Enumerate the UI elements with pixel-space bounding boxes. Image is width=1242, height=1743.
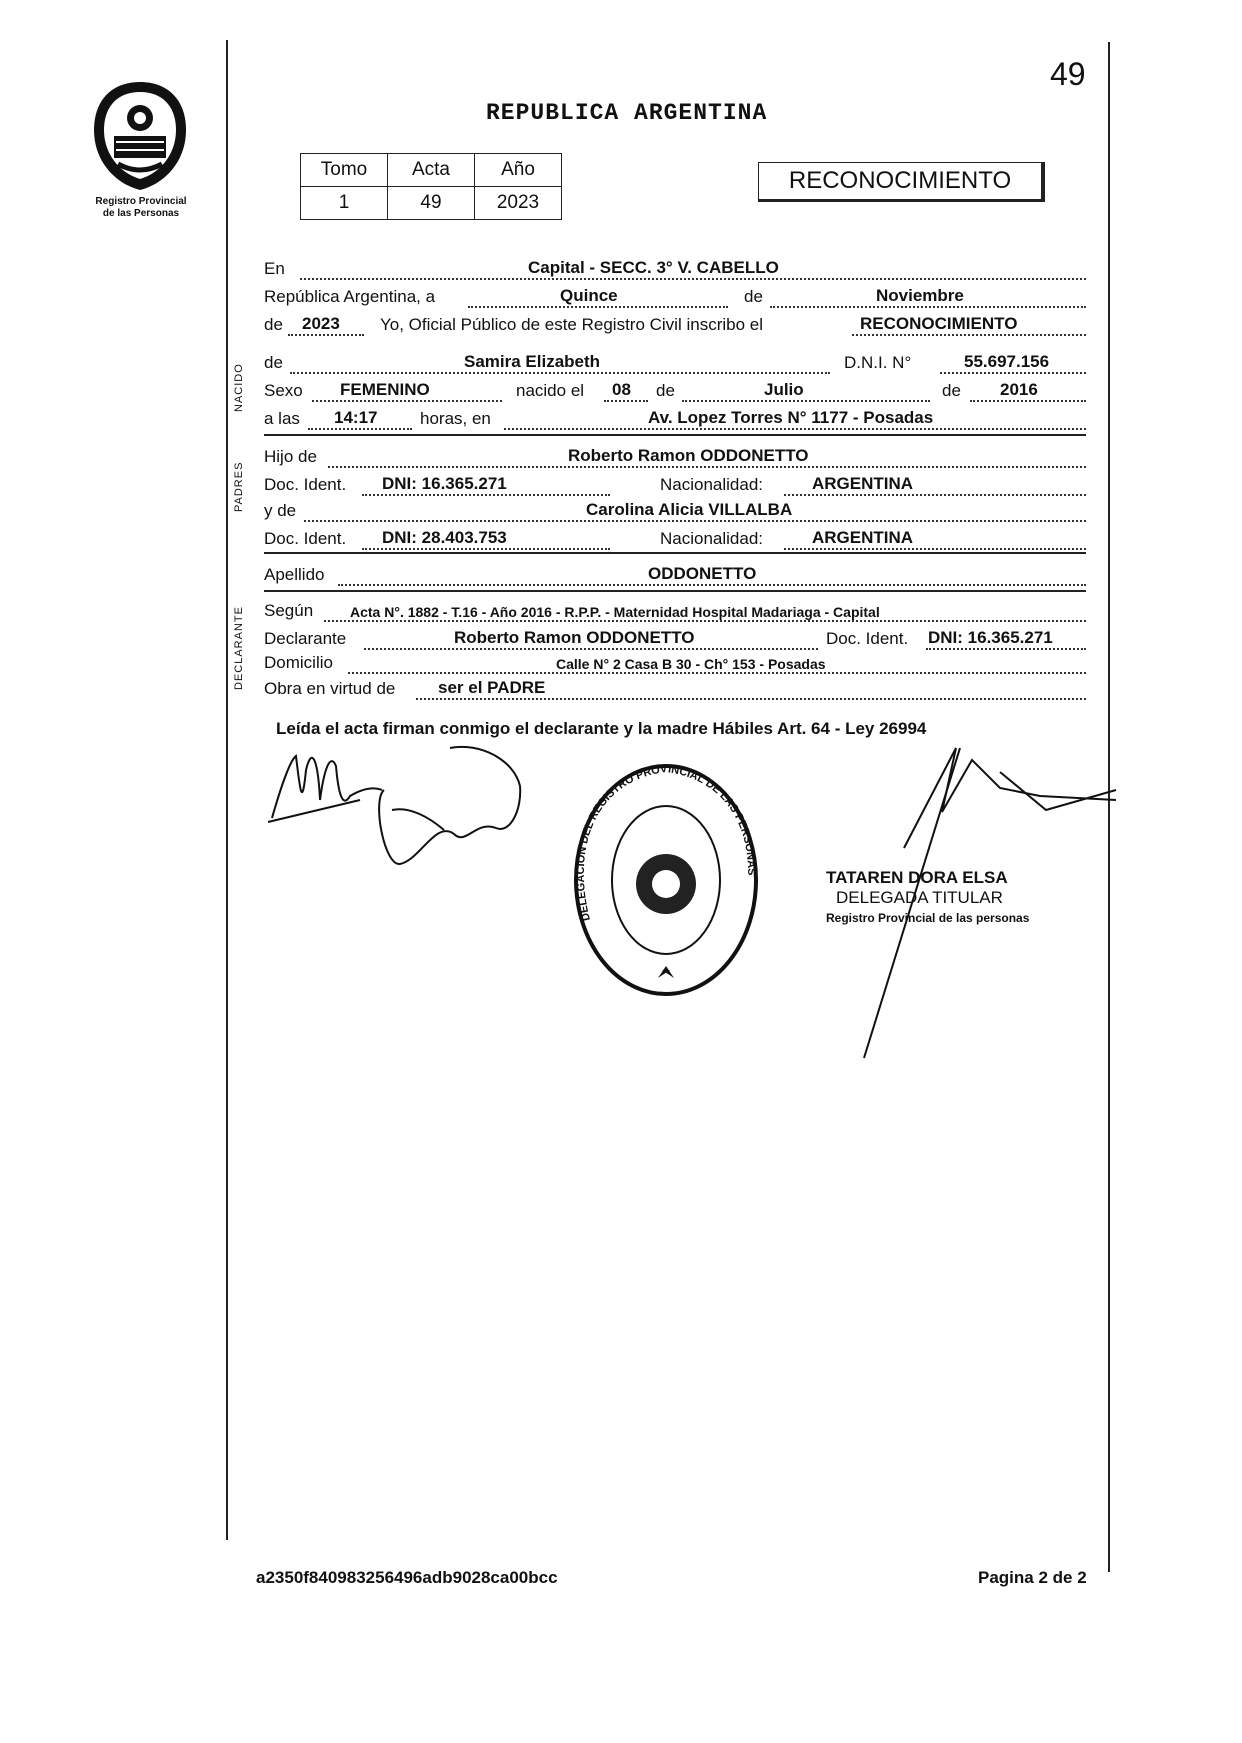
label-hijo-de: Hijo de <box>264 447 317 466</box>
label-de-year: de <box>264 315 283 334</box>
acta-header: Acta <box>388 154 475 187</box>
label-nacionalidad-2: Nacionalidad: <box>660 529 764 548</box>
value-anio: 2023 <box>302 314 340 333</box>
seal-text: DELEGACION DEL REGISTRO PROVINCIAL DE LAS PERSONAS <box>574 762 758 922</box>
value-apellido: ODDONETTO <box>648 564 757 583</box>
label-segun: Según <box>264 601 314 620</box>
anio-header: Año <box>475 154 562 187</box>
logo-caption-line2: de las Personas <box>102 208 180 219</box>
label-de-mes: de <box>656 381 675 400</box>
value-madre: Carolina Alicia VILLALBA <box>586 500 793 519</box>
label-apellido: Apellido <box>264 565 325 584</box>
label-de: de <box>744 287 763 306</box>
label-nacido-el: nacido el <box>516 381 585 400</box>
logo-caption-line1: Registro Provincial <box>95 196 187 207</box>
side-label-padres: PADRES <box>233 461 245 512</box>
value-lugar: Capital - SECC. 3° V. CABELLO <box>528 258 779 277</box>
value-sexo: FEMENINO <box>340 380 430 399</box>
declarant-signature <box>268 747 520 864</box>
closing-statement: Leída el acta firman conmigo el declarante y la madre Hábiles Art. 64 - Ley 26994 <box>276 719 927 738</box>
label-doc-ident-1: Doc. Ident. <box>264 475 347 494</box>
value-nac-mes: Julio <box>764 380 804 399</box>
value-declarante-doc: DNI: 16.365.271 <box>928 628 1053 647</box>
page-indicator: Pagina 2 de 2 <box>978 1568 1087 1587</box>
value-acto: RECONOCIMIENTO <box>860 314 1018 333</box>
official-role: DELEGADA TITULAR <box>836 888 1003 907</box>
page-title: REPUBLICA ARGENTINA <box>486 100 768 126</box>
value-nombre: Samira Elizabeth <box>464 352 601 371</box>
side-label-nacido: NACIDO <box>233 363 245 412</box>
label-en: En <box>264 259 285 278</box>
label-doc-ident-2: Doc. Ident. <box>264 529 347 548</box>
label-a-las: a las <box>264 409 300 428</box>
acta-value: 49 <box>388 187 475 220</box>
document-hash: a2350f840983256496adb9028ca00bcc <box>256 1568 558 1587</box>
value-madre-nac: ARGENTINA <box>812 528 914 547</box>
label-de-nombre: de <box>264 353 283 372</box>
value-padre-nac: ARGENTINA <box>812 474 914 493</box>
label-doc-ident-3: Doc. Ident. <box>826 629 909 648</box>
label-dni: D.N.I. N° <box>844 353 912 372</box>
label-y-de: y de <box>264 501 297 520</box>
tomo-header: Tomo <box>301 154 388 187</box>
value-lugar-nac: Av. Lopez Torres N° 1177 - Posadas <box>648 408 934 427</box>
value-madre-doc: DNI: 28.403.753 <box>382 528 507 547</box>
label-obra: Obra en virtud de <box>264 679 396 698</box>
official-seal <box>575 763 757 994</box>
official-signature-block <box>826 868 1029 928</box>
value-hora: 14:17 <box>334 408 378 427</box>
value-segun: Acta N°. 1882 - T.16 - Año 2016 - R.P.P. - Maternidad Hospital Madariaga - Capital <box>350 604 880 620</box>
value-dni: 55.697.156 <box>964 352 1050 371</box>
value-mes: Noviembre <box>876 286 964 305</box>
act-type-badge: RECONOCIMIENTO <box>758 162 1045 202</box>
value-obra: ser el PADRE <box>438 678 546 697</box>
label-republica: República Argentina, a <box>264 287 436 306</box>
label-horas-en: horas, en <box>420 409 491 428</box>
label-de-anio: de <box>942 381 961 400</box>
value-dia: Quince <box>560 286 618 305</box>
value-nac-dia: 08 <box>612 380 631 399</box>
label-inscribo: Yo, Oficial Público de este Registro Civil inscribo el <box>380 315 763 334</box>
value-padre-doc: DNI: 16.365.271 <box>382 474 507 493</box>
label-sexo: Sexo <box>264 381 303 400</box>
value-declarante: Roberto Ramon ODDONETTO <box>454 628 695 647</box>
value-domicilio: Calle N° 2 Casa B 30 - Ch° 153 - Posadas <box>556 656 826 672</box>
official-office: Registro Provincial de las personas <box>826 911 1030 925</box>
value-nac-anio: 2016 <box>1000 380 1038 399</box>
label-nacionalidad-1: Nacionalidad: <box>660 475 764 494</box>
page-number: 49 <box>1050 56 1086 92</box>
value-padre: Roberto Ramon ODDONETTO <box>568 446 809 465</box>
label-domicilio: Domicilio <box>264 653 333 672</box>
official-name: TATAREN DORA ELSA <box>826 868 1008 887</box>
side-label-declarante: DECLARANTE <box>233 606 245 690</box>
label-declarante: Declarante <box>264 629 347 648</box>
tomo-value: 1 <box>301 187 388 220</box>
anio-value: 2023 <box>475 187 562 220</box>
